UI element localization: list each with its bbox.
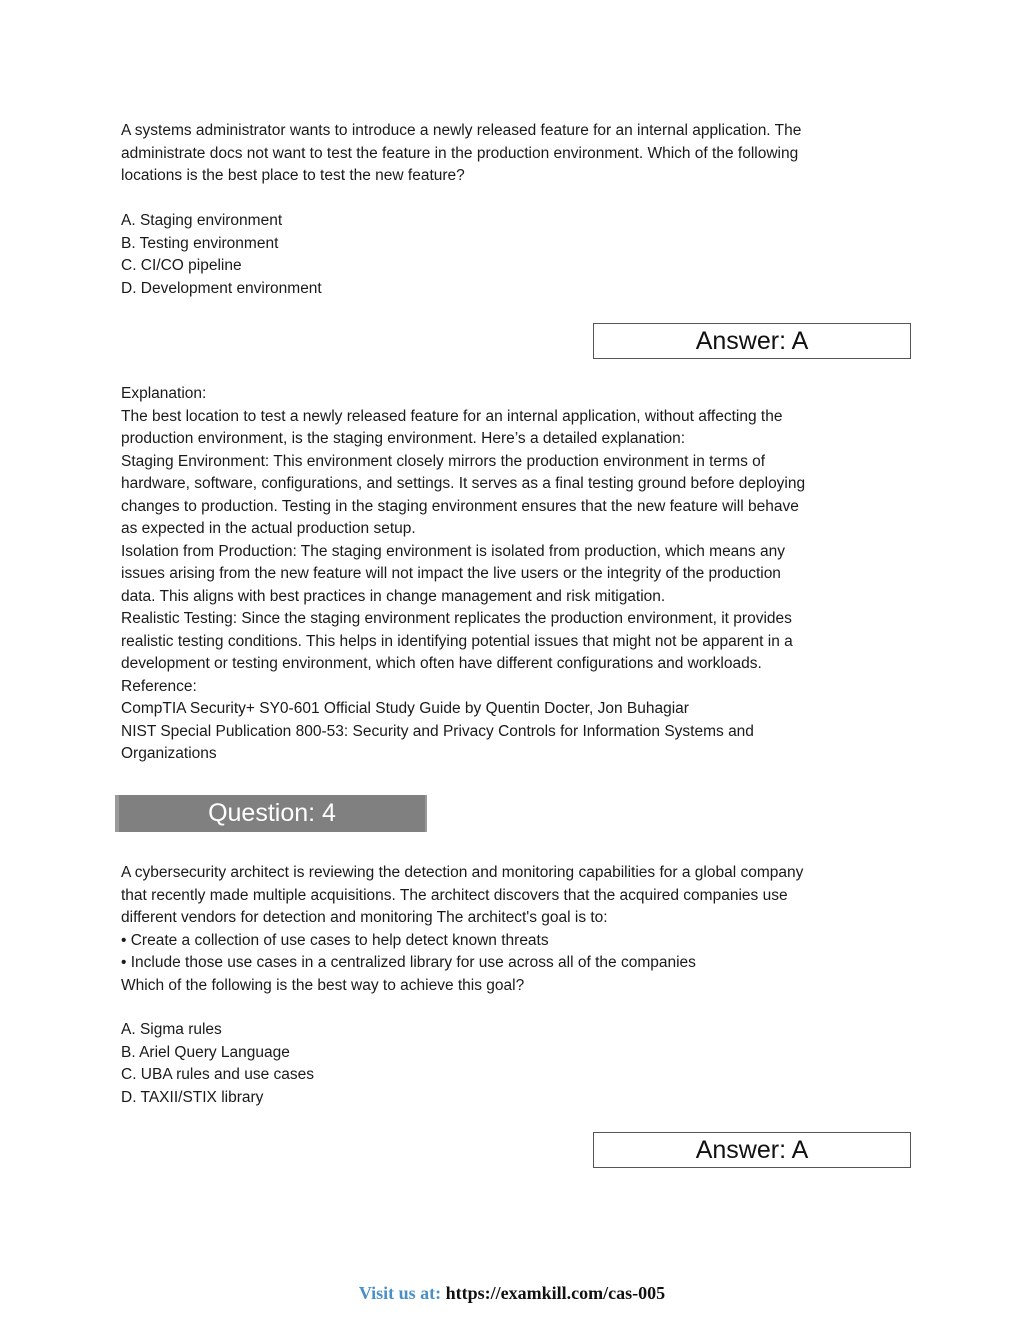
q3-stem-line: administrate docs not want to test the feature in the production environment. Which of the following: [121, 144, 799, 162]
q3-stem: [121, 120, 901, 188]
q3-answer-box: [593, 323, 911, 359]
footer-url-link[interactable]: https://examkill.com/cas-005: [445, 1283, 666, 1303]
q4-option-c: C. UBA rules and use cases: [121, 1066, 314, 1083]
explanation-line: Explanation:: [121, 385, 207, 402]
explanation-line: production environment, is the staging environment. Here’s a detailed explanation:: [121, 430, 686, 447]
q4-stem-line: different vendors for detection and monitoring The architect's goal is to:: [121, 909, 608, 926]
q3-option-a: A. Staging environment: [121, 212, 283, 229]
q3-stem-line: locations is the best place to test the new feature?: [121, 167, 465, 184]
explanation-line: Realistic Testing: Since the staging environment replicates the production environment, it provides: [121, 610, 792, 627]
q3-option-b: B. Testing environment: [121, 234, 279, 252]
q3-explanation: [121, 383, 901, 766]
q3-options: [121, 210, 901, 300]
q4-stem-line: A cybersecurity architect is reviewing the detection and monitoring capabilities for a global company: [121, 864, 804, 881]
q4-option-d: D. TAXII/STIX library: [121, 1088, 264, 1106]
q4-stem-bullet: • Include those use cases in a centralized library for use across all of the companies: [121, 954, 696, 971]
q3-option-d: D. Development environment: [121, 279, 322, 297]
explanation-line: changes to production. Testing in the staging environment ensures that the new feature will behave: [121, 497, 799, 515]
explanation-line: development or testing environment, which often have different configurations and workloads.: [121, 655, 762, 672]
explanation-line: Organizations: [121, 745, 217, 762]
q4-options: [121, 1019, 901, 1109]
explanation-line: Isolation from Production: The staging environment is isolated from production, which means any: [121, 542, 785, 560]
q4-stem-line: Which of the following is the best way to achieve this goal?: [121, 976, 525, 994]
q4-stem-line: that recently made multiple acquisitions. The architect discovers that the acquired companies use: [121, 886, 788, 904]
footer-visit-label: Visit us at:: [358, 1283, 442, 1303]
explanation-line: realistic testing conditions. This helps in identifying potential issues that might not be apparent in a: [121, 632, 793, 650]
q4-stem: [121, 862, 901, 997]
question-4-heading: Question: 4: [208, 799, 336, 827]
explanation-line: The best location to test a newly released feature for an internal application, without affecting the: [121, 407, 783, 425]
explanation-line: NIST Special Publication 800-53: Security and Privacy Controls for Information Systems and: [121, 722, 754, 740]
explanation-line: data. This aligns with best practices in change management and risk mitigation.: [121, 587, 666, 605]
q3-stem-line: A systems administrator wants to introduce a newly released feature for an internal application. The: [121, 122, 802, 139]
q4-option-a: A. Sigma rules: [121, 1021, 222, 1038]
explanation-line: CompTIA Security+ SY0-601 Official Study Guide by Quentin Docter, Jon Buhagiar: [121, 700, 689, 717]
explanation-line: Staging Environment: This environment closely mirrors the production environment in terms of: [121, 452, 766, 470]
q4-answer-box: [593, 1132, 911, 1168]
q3-answer-text: Answer: A: [695, 326, 809, 355]
explanation-line: Reference:: [121, 677, 197, 695]
q4-option-b: B. Ariel Query Language: [121, 1043, 290, 1061]
q4-answer-text: Answer: A: [695, 1135, 809, 1164]
question-4-banner: [115, 795, 427, 832]
explanation-line: hardware, software, configurations, and settings. It serves as a final testing ground before deploying: [121, 475, 806, 492]
explanation-line: as expected in the actual production setup.: [121, 520, 416, 537]
footer: [0, 1283, 1024, 1304]
explanation-line: issues arising from the new feature will not impact the live users or the integrity of the production: [121, 565, 781, 582]
q4-stem-bullet: • Create a collection of use cases to help detect known threats: [121, 931, 549, 949]
q3-option-c: C. CI/CO pipeline: [121, 257, 242, 274]
